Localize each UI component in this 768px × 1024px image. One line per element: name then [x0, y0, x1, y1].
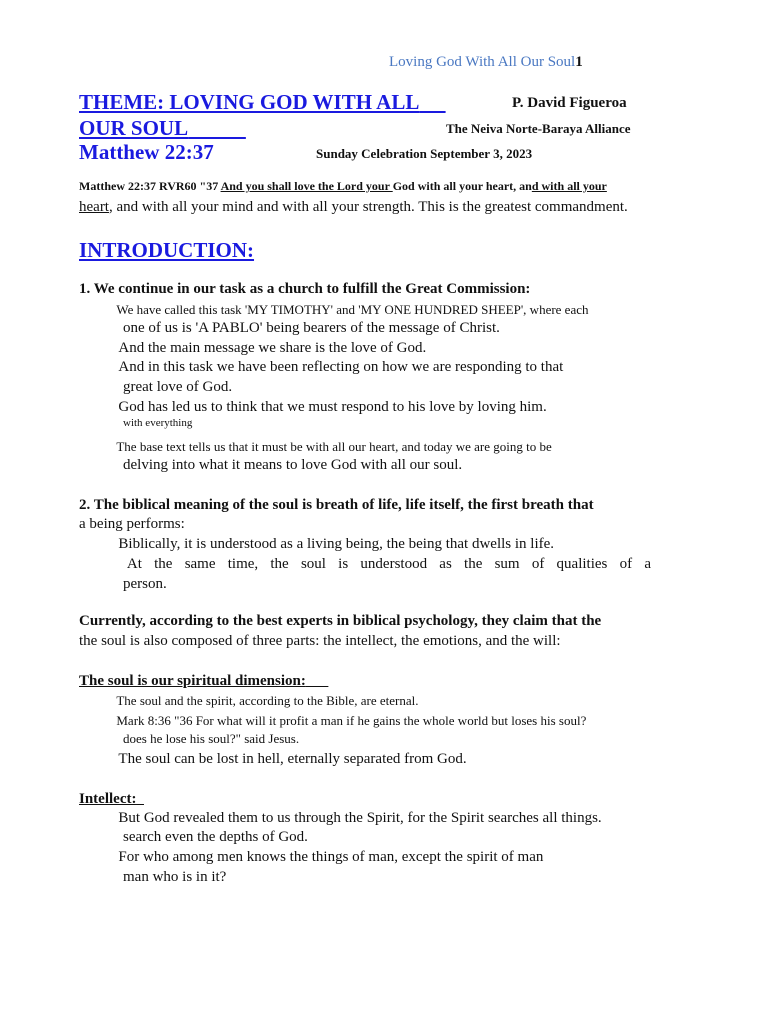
intellect-heading: Intellect:: [79, 791, 137, 807]
spiritual-heading: The soul is our spiritual dimension:: [79, 673, 306, 689]
experts-paragraph-line-2: the soul is also composed of three parts: the intellect, the emotions, and the will:: [79, 633, 561, 649]
list-item: At the same time, the soul is understood as the sum of qualities of a: [103, 556, 651, 572]
list-item: But God revealed them to us through the Spirit, for the Spirit searches all things.: [103, 810, 587, 826]
list-item: We have called this task 'MY TIMOTHY' and 'MY ONE HUNDRED SHEEP', where each: [103, 302, 576, 317]
list-item-cont: great love of God.: [123, 379, 233, 395]
point-1-title: 1. We continue in our task as a church to fulfill the Great Commission:: [79, 281, 531, 297]
list-item: For who among men knows the things of man, except the spirit of man: [103, 849, 528, 865]
list-item: Biblically, it is understood as a living being, the being that dwells in life.: [103, 536, 539, 552]
list-item: Mark 8:36 "36 For what will it profit a man if he gains the whole world but loses his soul?: [103, 713, 573, 728]
theme-line-1: THEME: LOVING GOD WITH ALL: [79, 90, 420, 114]
list-item-cont: one of us is 'A PABLO' being bearers of the message of Christ.: [123, 320, 500, 336]
scripture-reference: Matthew 22:37: [79, 140, 214, 164]
list-item-cont: with everything: [123, 417, 193, 429]
running-head: [389, 54, 583, 71]
list-item-cont: delving into what it means to love God with all our soul.: [123, 457, 463, 473]
list-item: The soul and the spirit, according to the Bible, are eternal.: [103, 693, 406, 708]
verse-line-1: Matthew 22:37 RVR60 "37 And you shall love the Lord your God with all your heart, and with all your: [79, 179, 607, 193]
list-item: And in this task we have been reflecting on how we are responding to that: [103, 359, 548, 375]
running-head-title: Loving God With All Our Soul: [389, 54, 576, 70]
list-item: The base text tells us that it must be with all our heart, and today we are going to be: [103, 439, 539, 454]
point-2-title: 2. The biblical meaning of the soul is breath of life, life itself, the first breath that: [79, 497, 594, 513]
verse-line-2: heart, and with all your mind and with all your strength. This is the greatest commandment.: [79, 199, 628, 215]
page-number: 1: [575, 54, 583, 70]
event-date: Sunday Celebration September 3, 2023: [316, 146, 533, 161]
list-item: And the main message we share is the love of God.: [103, 340, 411, 356]
list-item-cont: search even the depths of God.: [123, 829, 308, 845]
church-name: The Neiva Norte-Baraya Alliance: [446, 121, 631, 136]
list-item: God has led us to think that we must respond to his love by loving him.: [103, 399, 532, 415]
experts-paragraph-line-1: Currently, according to the best experts in biblical psychology, they claim that the: [79, 613, 602, 629]
list-item: The soul can be lost in hell, eternally separated from God.: [103, 751, 452, 767]
list-item-cont: person.: [123, 576, 167, 592]
introduction-heading: INTRODUCTION:: [79, 238, 255, 262]
list-item-cont: does he lose his soul?" said Jesus.: [123, 731, 300, 746]
list-item-cont: man who is in it?: [123, 869, 227, 885]
author: P. David Figueroa: [512, 95, 627, 111]
point-2-title-cont: a being performs:: [79, 516, 185, 532]
theme-line-2: OUR SOUL: [79, 116, 189, 140]
